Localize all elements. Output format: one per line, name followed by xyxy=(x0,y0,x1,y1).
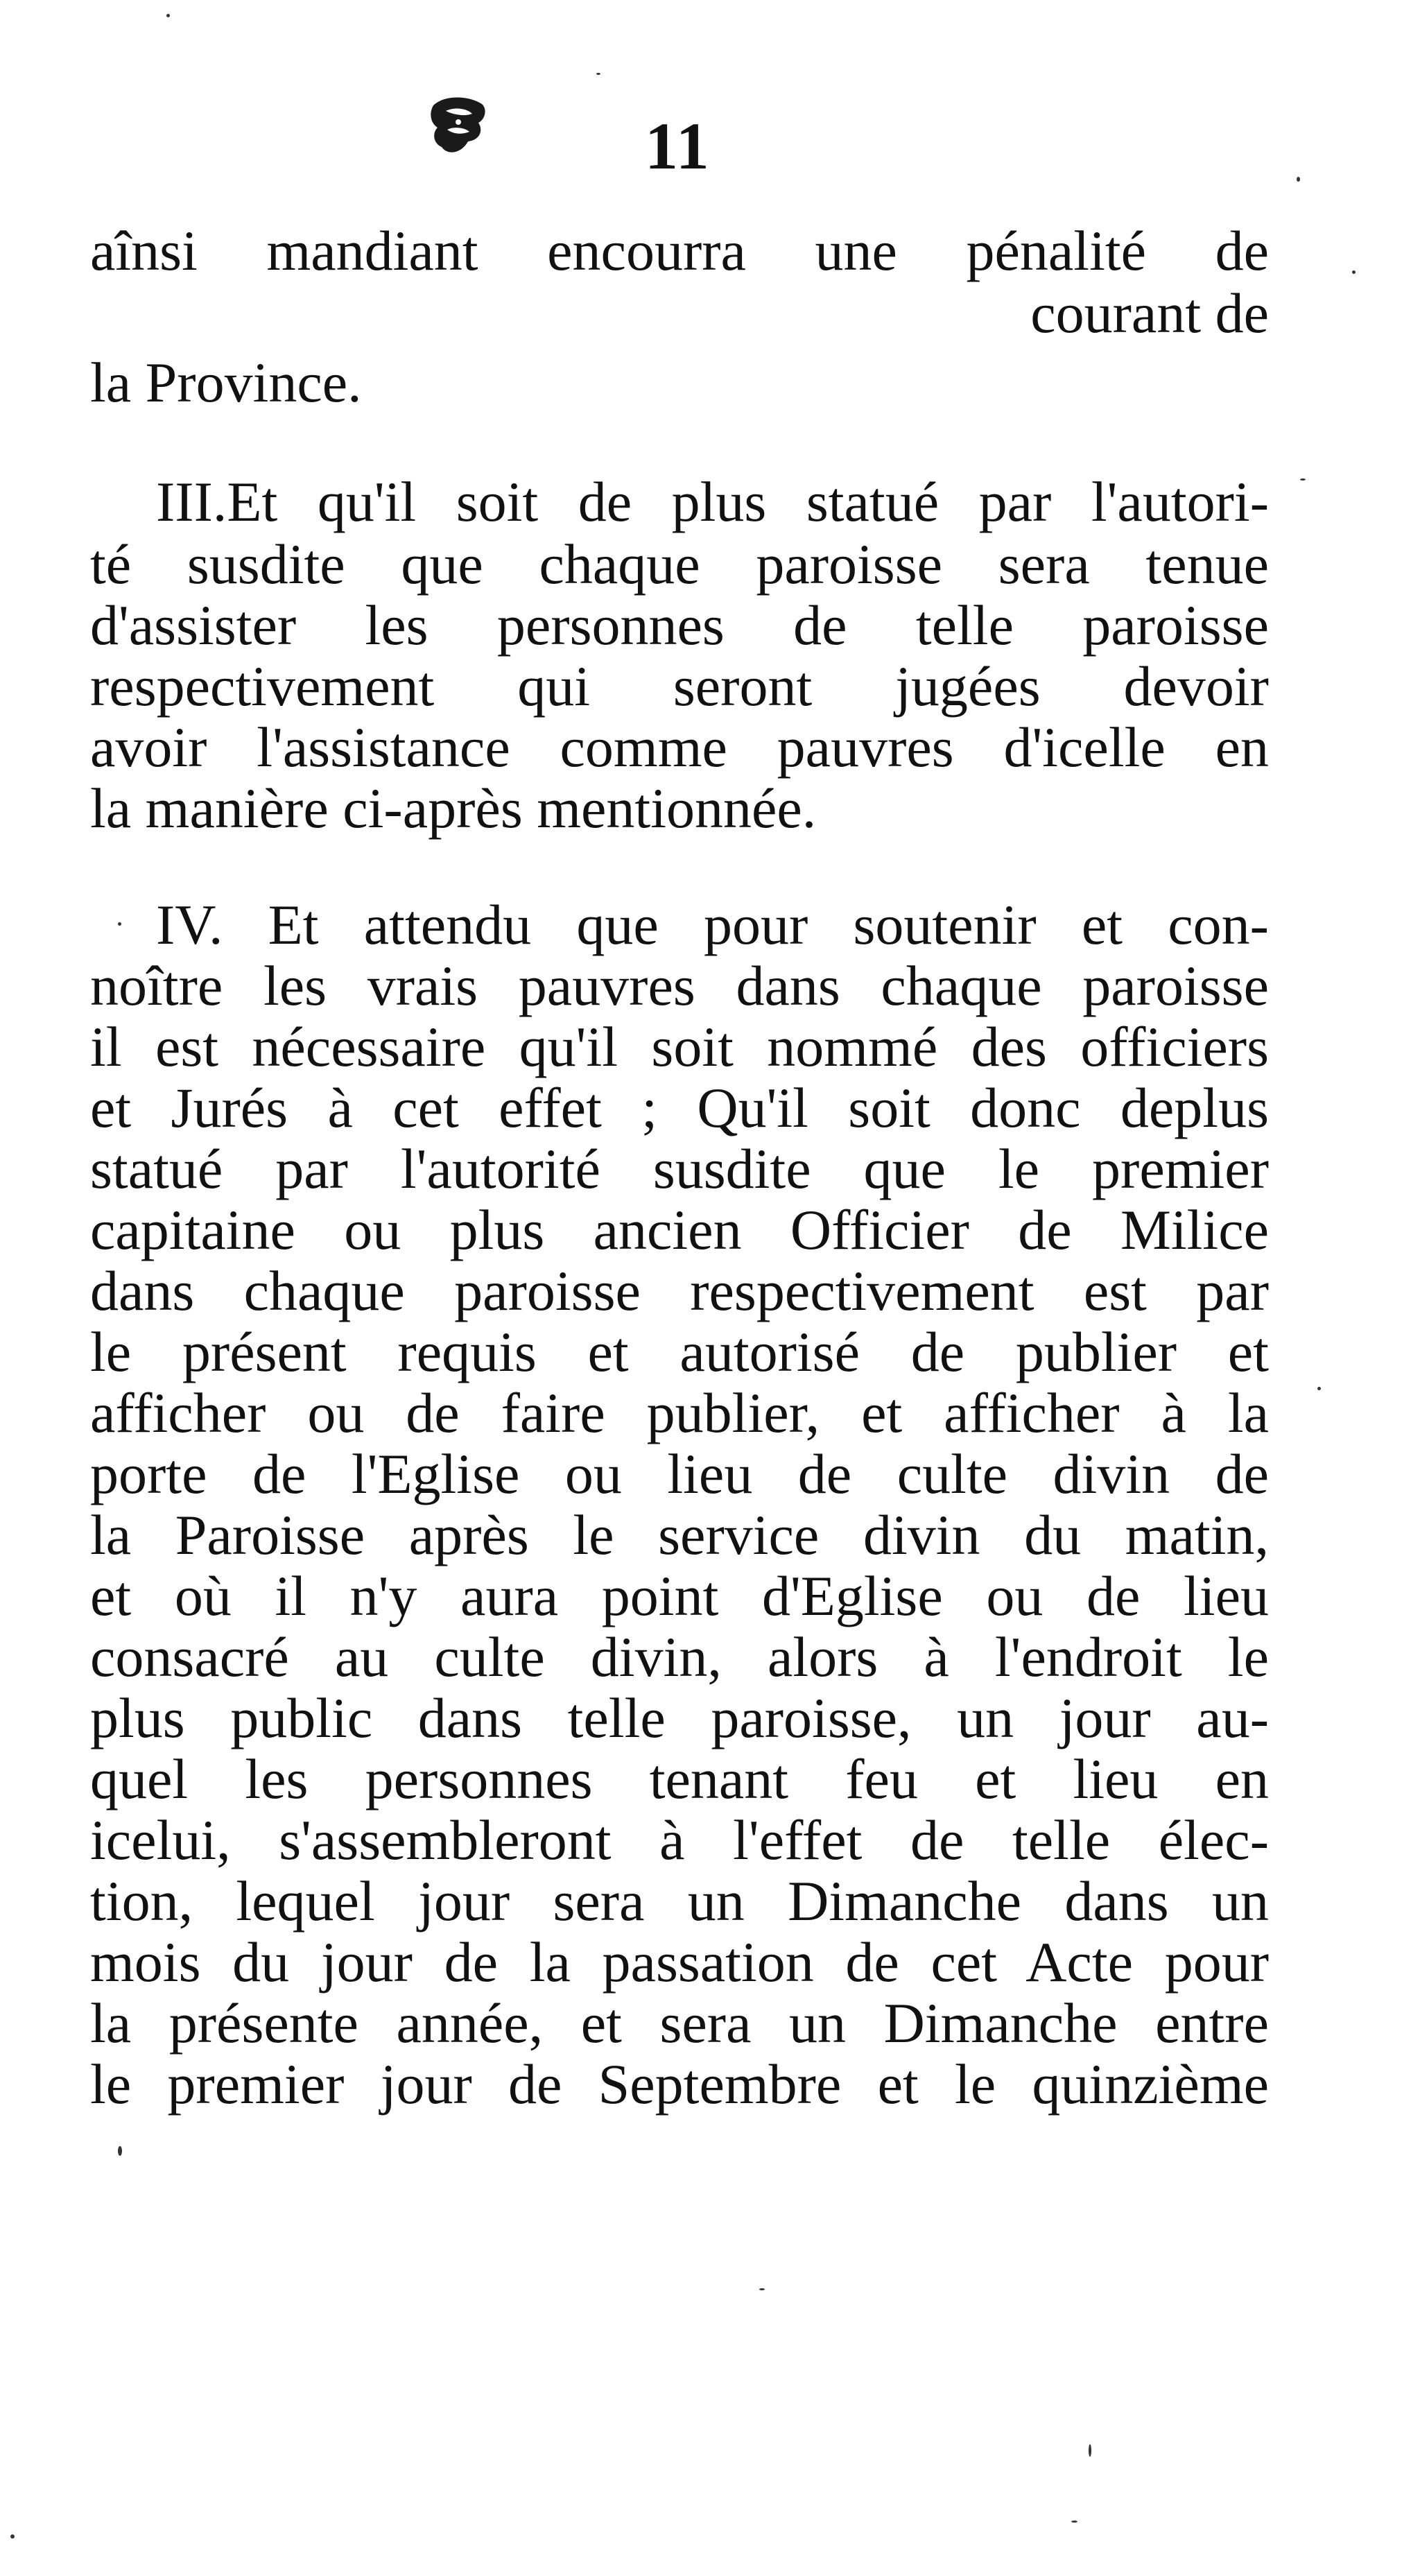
text-line: et Jurés à cet effet ; Qu'il soit donc deplus xyxy=(90,1076,1269,1139)
paragraph-heading-IV: IV. Et attendu que pour soutenir et con- xyxy=(156,893,1269,956)
text-line: la Province. xyxy=(90,351,362,414)
printer-ornament-icon xyxy=(426,92,490,161)
scan-speck xyxy=(118,2146,122,2156)
text-line: consacré au culte divin, alors à l'endroit le xyxy=(90,1625,1269,1688)
text-line: il est nécessaire qu'il soit nommé des officiers xyxy=(90,1015,1269,1078)
scan-speck xyxy=(1352,270,1356,274)
scan-speck xyxy=(596,73,600,75)
text-line: icelui, s'assembleront à l'effet de telle élec- xyxy=(90,1808,1269,1872)
text-line: porte de l'Eglise ou lieu de culte divin de xyxy=(90,1442,1269,1505)
scan-speck xyxy=(118,922,121,926)
text-line: noître les vrais pauvres dans chaque paroisse xyxy=(90,954,1269,1017)
scan-speck xyxy=(1297,177,1300,182)
text-line: aînsi mandiant encourra une pénalité de xyxy=(90,219,1269,282)
scan-speck xyxy=(759,2288,765,2290)
text-line: quel les personnes tenant feu et lieu en xyxy=(90,1747,1269,1810)
scan-speck xyxy=(1317,1387,1321,1390)
scan-speck xyxy=(1089,2444,1091,2457)
text-line: respectivement qui seront jugées devoir xyxy=(90,655,1269,718)
text-line: statué par l'autorité susdite que le premier xyxy=(90,1137,1269,1200)
text-line: courant de xyxy=(1030,282,1269,345)
page-number: 11 xyxy=(645,109,711,183)
text-line: le présent requis et autorisé de publier et xyxy=(90,1320,1269,1383)
scan-speck xyxy=(166,14,170,17)
text-line: d'assister les personnes de telle paroisse xyxy=(90,594,1269,657)
text-line: la Paroisse après le service divin du matin, xyxy=(90,1503,1269,1566)
text-line: la manière ci-après mentionnée. xyxy=(90,777,817,840)
scan-speck xyxy=(10,2534,15,2539)
text-line: mois du jour de la passation de cet Acte pour xyxy=(90,1930,1269,1994)
text-line: dans chaque paroisse respectivement est par xyxy=(90,1259,1269,1322)
text-line: et où il n'y aura point d'Eglise ou de lieu xyxy=(90,1564,1269,1627)
scan-speck xyxy=(1300,478,1306,481)
text-line: afficher ou de faire publier, et afficher à la xyxy=(90,1381,1269,1444)
text-line: le premier jour de Septembre et le quinzième xyxy=(90,2052,1269,2116)
text-line: plus public dans telle paroisse, un jour au- xyxy=(90,1686,1269,1749)
text-line: tion, lequel jour sera un Dimanche dans un xyxy=(90,1869,1269,1933)
paragraph-heading-III: III.Et qu'il soit de plus statué par l'autori- xyxy=(156,470,1269,533)
text-line: avoir l'assistance comme pauvres d'icelle en xyxy=(90,716,1269,779)
text-line: capitaine ou plus ancien Officier de Milice xyxy=(90,1198,1269,1261)
text-line: té susdite que chaque paroisse sera tenue xyxy=(90,533,1269,596)
scan-speck xyxy=(1071,2521,1077,2523)
text-line: la présente année, et sera un Dimanche entre xyxy=(90,1991,1269,2055)
